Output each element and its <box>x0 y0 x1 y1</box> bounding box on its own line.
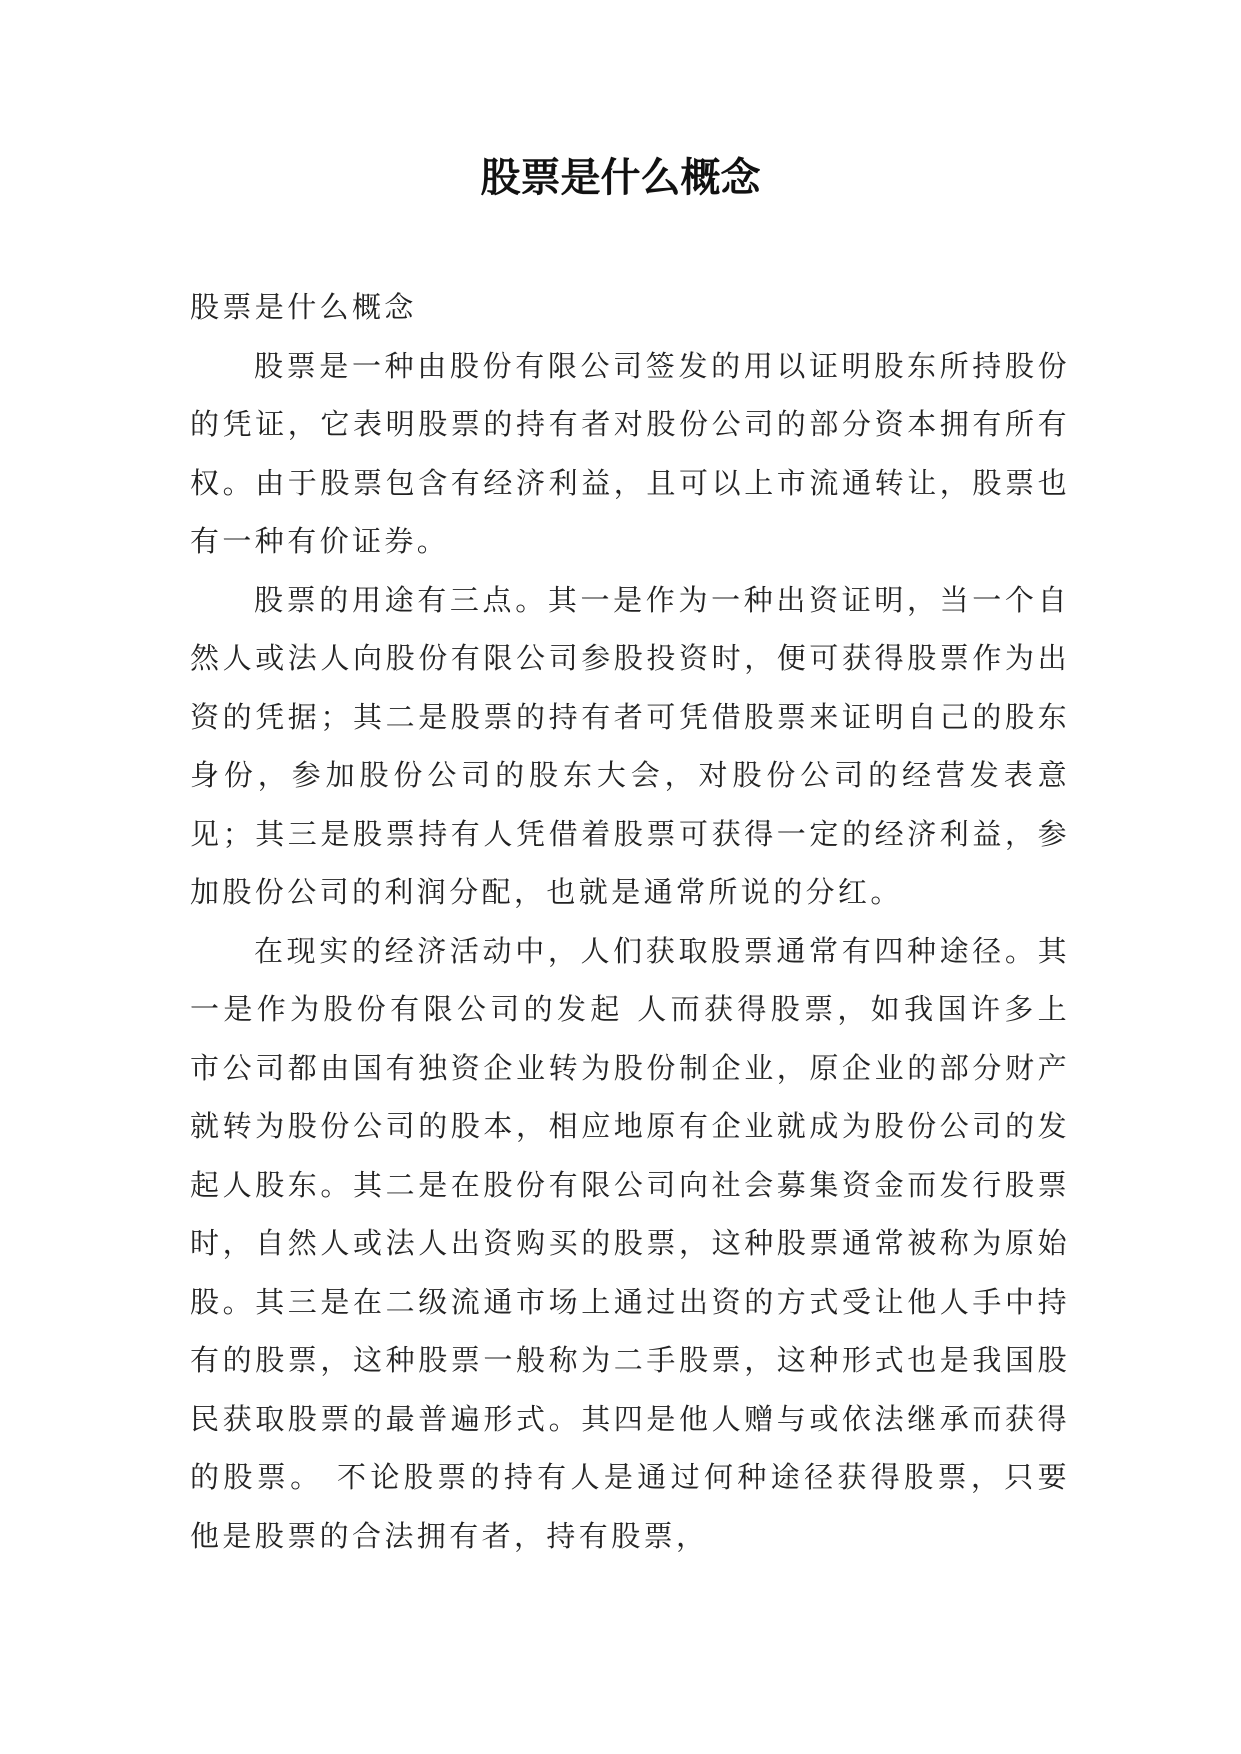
paragraph-definition: 股票是一种由股份有限公司签发的用以证明股东所持股份的凭证，它表明股票的持有者对股份公司的部分资本拥有所有权。由于股票包含有经济利益，且可以上市流通转让，股票也有一种有价证券。 <box>190 348 1070 558</box>
paragraph-acquisition: 在现实的经济活动中，人们获取股票通常有四种途径。其一是作为股份有限公司的发起 人而获得股票，如我国许多上市公司都由国有独资企业转为股份制企业，原企业的部分财产就转为股份公司的股本，相应地原有企业就成为股份公司的发起人股东。其二是在股份有限公司向社会募集资金而发行股票时，自然人或法人出资购买的股票，这种股票通常被称为原始股。其三是在二级流通市场上通过出资的方式受让他人手中持有的股票，这种股票一般称为二手股票，这种形式也是我国股民获取股票的最普遍形式。其四是他人赠与或依法继承而获得的股票。 不论股票的持有人是通过何种途径获得股票，只要他是股票的合法拥有者，持有股票， <box>190 933 1070 1553</box>
document-body <box>190 278 1070 1565</box>
document-title: 股票是什么概念 <box>480 154 761 201</box>
paragraph-uses: 股票的用途有三点。其一是作为一种出资证明，当一个自然人或法人向股份有限公司参股投资时，便可获得股票作为出资的凭据；其二是股票的持有者可凭借股票来证明自己的股东身份，参加股份公司的股东大会，对股份公司的经营发表意见；其三是股票持有人凭借着股票可获得一定的经济利益，参加股份公司的利润分配，也就是通常所说的分红。 <box>190 582 1070 909</box>
document-subtitle: 股票是什么概念 <box>190 290 417 324</box>
